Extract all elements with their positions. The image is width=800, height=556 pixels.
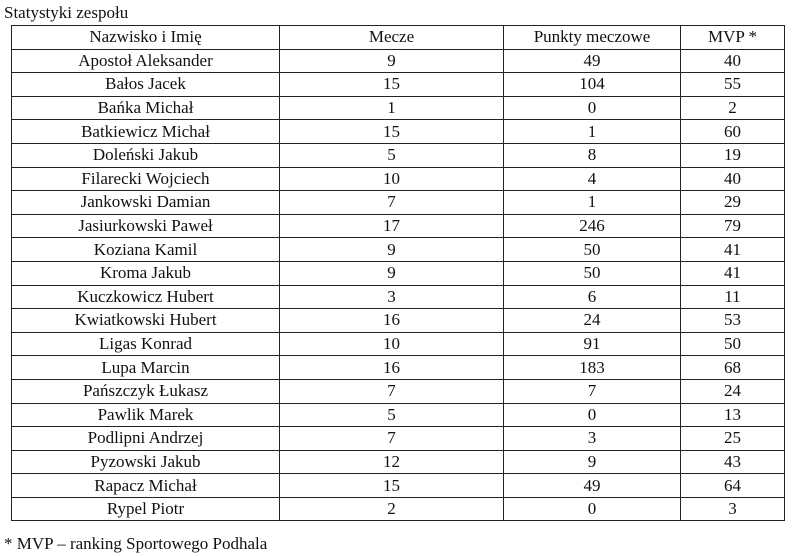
player-name-cell: Rypel Piotr: [12, 497, 280, 521]
table-row: [12, 497, 785, 521]
match-points-cell: 0: [504, 403, 681, 427]
match-points-cell: 8: [504, 143, 681, 167]
column-header-mvp: MVP *: [681, 26, 785, 50]
table-row: [12, 167, 785, 191]
matches-cell: 16: [280, 356, 504, 380]
mvp-cell: 13: [681, 403, 785, 427]
matches-cell: 5: [280, 403, 504, 427]
match-points-cell: 6: [504, 285, 681, 309]
matches-cell: 12: [280, 450, 504, 474]
footnote: * MVP – ranking Sportowego Podhala: [4, 534, 268, 553]
player-name-cell: Apostoł Aleksander: [12, 49, 280, 73]
table-row: [12, 214, 785, 238]
player-name-cell: Doleński Jakub: [12, 143, 280, 167]
table-row: [12, 450, 785, 474]
mvp-cell: 2: [681, 96, 785, 120]
player-name-cell: Batkiewicz Michał: [12, 120, 280, 144]
match-points-cell: 3: [504, 427, 681, 451]
mvp-cell: 43: [681, 450, 785, 474]
matches-cell: 10: [280, 332, 504, 356]
match-points-cell: 50: [504, 261, 681, 285]
match-points-cell: 7: [504, 379, 681, 403]
matches-cell: 17: [280, 214, 504, 238]
matches-cell: 7: [280, 427, 504, 451]
column-header-match-points: Punkty meczowe: [504, 26, 681, 50]
match-points-cell: 50: [504, 238, 681, 262]
document-title: Statystyki zespołu: [4, 3, 129, 22]
mvp-cell: 50: [681, 332, 785, 356]
mvp-cell: 11: [681, 285, 785, 309]
match-points-cell: 49: [504, 49, 681, 73]
mvp-cell: 29: [681, 191, 785, 215]
match-points-cell: 0: [504, 497, 681, 521]
matches-cell: 16: [280, 309, 504, 333]
player-name-cell: Podlipni Andrzej: [12, 427, 280, 451]
table-row: [12, 285, 785, 309]
table-row: [12, 356, 785, 380]
mvp-cell: 40: [681, 49, 785, 73]
table-row: [12, 379, 785, 403]
matches-cell: 3: [280, 285, 504, 309]
matches-cell: 10: [280, 167, 504, 191]
player-name-cell: Bałos Jacek: [12, 73, 280, 97]
player-name-cell: Jasiurkowski Paweł: [12, 214, 280, 238]
matches-cell: 1: [280, 96, 504, 120]
player-name-cell: Kwiatkowski Hubert: [12, 309, 280, 333]
matches-cell: 7: [280, 191, 504, 215]
mvp-cell: 25: [681, 427, 785, 451]
matches-cell: 2: [280, 497, 504, 521]
mvp-cell: 60: [681, 120, 785, 144]
matches-cell: 5: [280, 143, 504, 167]
table-body: [12, 49, 785, 521]
match-points-cell: 1: [504, 191, 681, 215]
player-name-cell: Pawlik Marek: [12, 403, 280, 427]
player-name-cell: Ligas Konrad: [12, 332, 280, 356]
table-row: [12, 73, 785, 97]
match-points-cell: 4: [504, 167, 681, 191]
table-row: [12, 96, 785, 120]
player-name-cell: Pyzowski Jakub: [12, 450, 280, 474]
match-points-cell: 183: [504, 356, 681, 380]
table-row: [12, 261, 785, 285]
matches-cell: 15: [280, 120, 504, 144]
mvp-cell: 68: [681, 356, 785, 380]
match-points-cell: 24: [504, 309, 681, 333]
mvp-cell: 3: [681, 497, 785, 521]
match-points-cell: 9: [504, 450, 681, 474]
table-row: [12, 427, 785, 451]
player-name-cell: Bańka Michał: [12, 96, 280, 120]
team-stats-table: [11, 25, 785, 521]
mvp-cell: 53: [681, 309, 785, 333]
mvp-cell: 64: [681, 474, 785, 498]
mvp-cell: 40: [681, 167, 785, 191]
table-row: [12, 191, 785, 215]
table-row: [12, 474, 785, 498]
column-header-matches: Mecze: [280, 26, 504, 50]
player-name-cell: Kuczkowicz Hubert: [12, 285, 280, 309]
match-points-cell: 104: [504, 73, 681, 97]
matches-cell: 7: [280, 379, 504, 403]
match-points-cell: 49: [504, 474, 681, 498]
table-row: [12, 309, 785, 333]
player-name-cell: Rapacz Michał: [12, 474, 280, 498]
matches-cell: 9: [280, 261, 504, 285]
table-row: [12, 332, 785, 356]
match-points-cell: 1: [504, 120, 681, 144]
player-name-cell: Pańszczyk Łukasz: [12, 379, 280, 403]
table-row: [12, 403, 785, 427]
mvp-cell: 41: [681, 261, 785, 285]
player-name-cell: Filarecki Wojciech: [12, 167, 280, 191]
table-header-row: [12, 26, 785, 50]
player-name-cell: Jankowski Damian: [12, 191, 280, 215]
match-points-cell: 0: [504, 96, 681, 120]
matches-cell: 15: [280, 474, 504, 498]
matches-cell: 15: [280, 73, 504, 97]
player-name-cell: Lupa Marcin: [12, 356, 280, 380]
mvp-cell: 19: [681, 143, 785, 167]
player-name-cell: Koziana Kamil: [12, 238, 280, 262]
table-row: [12, 143, 785, 167]
match-points-cell: 91: [504, 332, 681, 356]
matches-cell: 9: [280, 238, 504, 262]
table-row: [12, 238, 785, 262]
table-row: [12, 49, 785, 73]
mvp-cell: 41: [681, 238, 785, 262]
table-row: [12, 120, 785, 144]
mvp-cell: 24: [681, 379, 785, 403]
matches-cell: 9: [280, 49, 504, 73]
player-name-cell: Kroma Jakub: [12, 261, 280, 285]
column-header-name: Nazwisko i Imię: [12, 26, 280, 50]
mvp-cell: 79: [681, 214, 785, 238]
match-points-cell: 246: [504, 214, 681, 238]
mvp-cell: 55: [681, 73, 785, 97]
